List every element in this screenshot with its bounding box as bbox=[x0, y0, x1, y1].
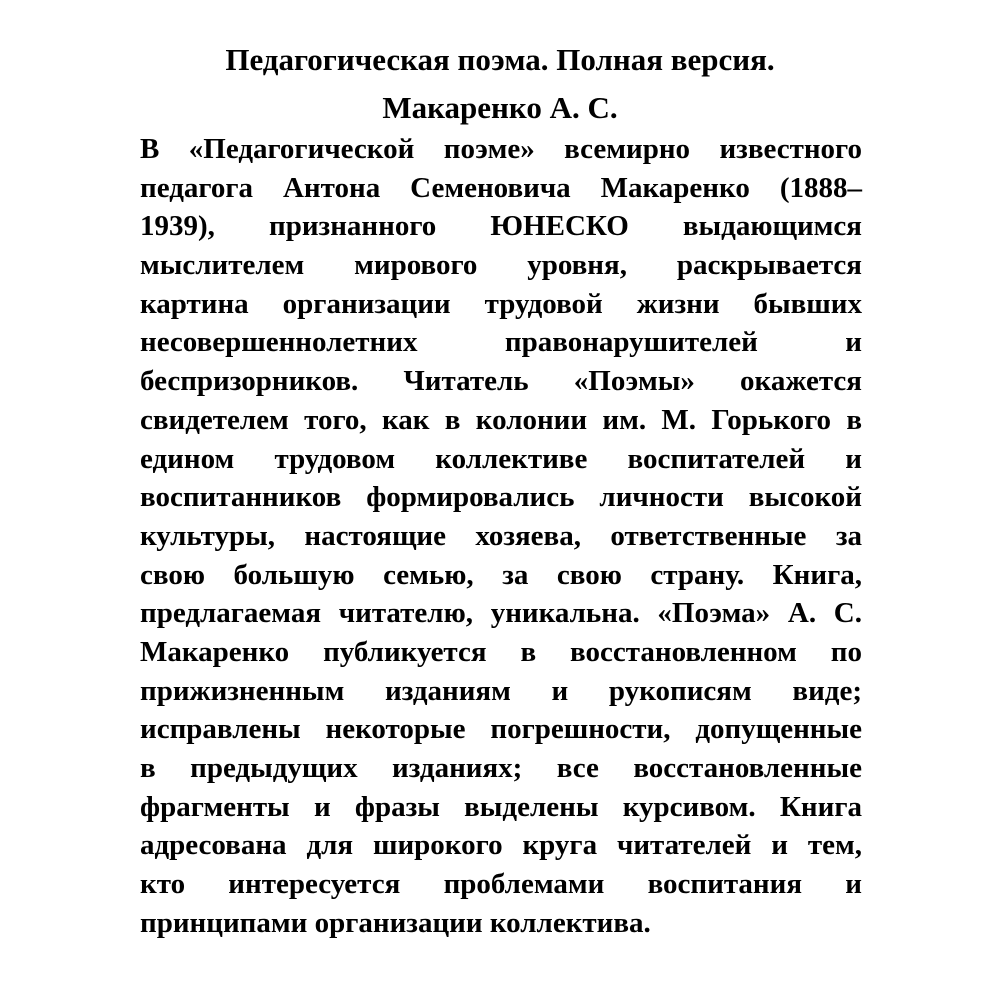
book-description bbox=[140, 130, 862, 942]
description-line: педагога Антона Семеновича Макаренко (1888– bbox=[140, 171, 862, 204]
description-line: воспитанников формировались личности высокой bbox=[140, 481, 862, 514]
description-line: картина организации трудовой жизни бывших bbox=[140, 287, 862, 320]
description-line: принципами организации коллектива. bbox=[140, 906, 651, 939]
description-line: беспризорников. Читатель «Поэмы» окажется bbox=[140, 365, 862, 398]
book-title: Педагогическая поэма. Полная версия. bbox=[225, 42, 775, 77]
description-line: едином трудовом коллективе воспитателей и bbox=[140, 442, 862, 475]
description-line: свою большую семью, за свою страну. Книга, bbox=[140, 558, 862, 591]
description-line: исправлены некоторые погрешности, допущенные bbox=[140, 713, 862, 746]
description-line: в предыдущих изданиях; все восстановленные bbox=[140, 752, 862, 784]
description-line: свидетелем того, как в колонии им. М. Горького в bbox=[140, 403, 862, 436]
description-line: мыслителем мирового уровня, раскрывается bbox=[140, 249, 862, 282]
description-line: кто интересуется проблемами воспитания и bbox=[140, 868, 862, 901]
description-line: прижизненным изданиям и рукописям виде; bbox=[140, 674, 862, 707]
description-line: В «Педагогической поэме» всемирно известного bbox=[140, 133, 862, 165]
description-line: культуры, настоящие хозяева, ответственные за bbox=[140, 519, 862, 552]
book-author: Макаренко А. С. bbox=[382, 90, 618, 125]
description-line: 1939), признанного ЮНЕСКО выдающимся bbox=[140, 210, 862, 243]
description-line: несовершеннолетних правонарушителей и bbox=[140, 326, 862, 359]
description-line: Макаренко публикуется в восстановленном по bbox=[140, 635, 862, 668]
description-line: адресована для широкого круга читателей и тем, bbox=[140, 829, 862, 862]
description-line: фрагменты и фразы выделены курсивом. Книга bbox=[140, 790, 862, 823]
book-title-block bbox=[0, 36, 1000, 132]
description-line: предлагаемая читателю, уникальна. «Поэма» А. С. bbox=[140, 597, 862, 630]
